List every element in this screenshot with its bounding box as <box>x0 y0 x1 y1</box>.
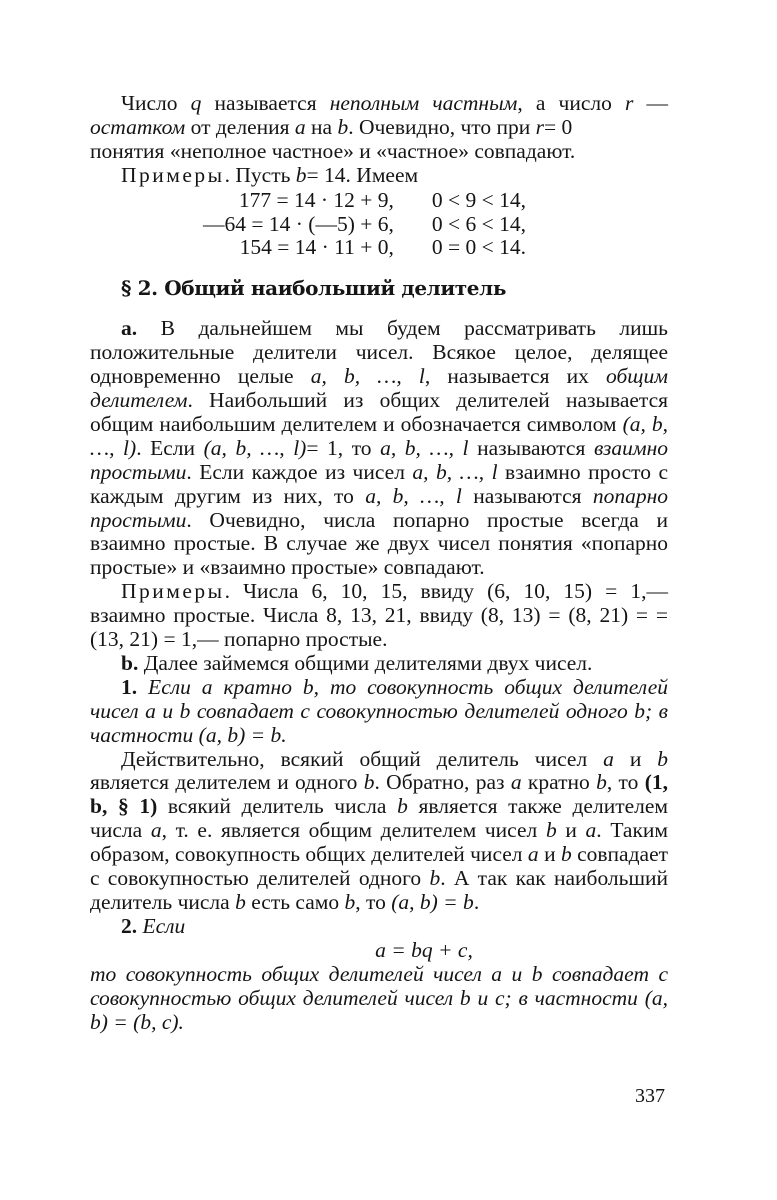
cross-reference: (1, b, § 1) <box>90 770 669 819</box>
math-expression: a, b, …, l <box>365 483 462 508</box>
math-variable: a <box>294 114 306 139</box>
math-variable: b <box>560 842 572 867</box>
text-run: , называется их <box>424 364 589 389</box>
math-variable: b <box>545 818 557 843</box>
theorem-2-formula <box>90 939 668 963</box>
paragraph-intro <box>90 92 668 164</box>
text-run: Число <box>121 91 178 115</box>
text-run: и <box>629 746 642 771</box>
text-run: . Очевидно, что при <box>348 114 531 139</box>
text-run: от деления <box>190 114 290 139</box>
theorem-2-lead <box>90 915 668 939</box>
term-incomplete-quotient: неполным частным <box>329 91 518 115</box>
math-variable: a <box>510 770 522 795</box>
text-run: , то <box>606 770 639 795</box>
math-variable: r <box>535 114 545 139</box>
text-run: есть само <box>251 890 340 914</box>
equation-right: 0 = 0 < 14. <box>431 235 526 260</box>
examples-label: Примеры <box>121 579 225 604</box>
paragraph-example-1 <box>90 164 668 188</box>
math-variable: b <box>429 866 441 891</box>
math-variable: b <box>657 746 669 771</box>
math-variable: b <box>235 890 246 914</box>
text-run: . Очевидно, числа попарно простые всегда и взаимно простые. В случае же двух чисел понятия «попарно простые» и «взаимно простые» совпадают. <box>90 507 668 580</box>
paragraph-tag: b. <box>121 650 139 675</box>
page-number: 337 <box>635 1085 665 1107</box>
text-run: , т. е. является общим делителем чисел <box>161 818 538 843</box>
math-variable: b <box>337 114 349 139</box>
text-run: Действительно, всякий общий делитель чисел <box>121 746 588 771</box>
math-variable: b <box>596 770 607 795</box>
theorem-1 <box>90 676 668 748</box>
math-variable: b <box>363 770 375 795</box>
text-run: является делителем и одного <box>90 770 358 795</box>
paragraph-b <box>90 652 668 676</box>
text-run: . Таким образом, совокупность общих делителей чисел <box>90 818 669 867</box>
math-expression: a, b, …, l <box>412 459 498 484</box>
text-run: , то <box>355 890 386 914</box>
term-remainder: остатком <box>90 114 186 139</box>
equation-left: 177 = 14 · 12 + 9, <box>238 187 394 212</box>
text-run: — <box>633 91 669 115</box>
text-run: . Обратно, раз <box>374 770 505 795</box>
section-heading: § 2. Общий наибольший делитель <box>121 276 506 301</box>
math-expression: (a, b, …, l) <box>90 411 668 460</box>
equations-table <box>203 189 526 261</box>
text-run: и <box>565 818 577 843</box>
text-run: . Пусть <box>224 162 291 187</box>
text-run: называются <box>473 483 582 508</box>
text-run: , а число <box>517 91 612 115</box>
term-common-divisor: общим делителем <box>90 364 669 412</box>
page-text <box>90 92 668 1034</box>
math-variable: r <box>625 91 634 115</box>
math-expression: a, b, …, l <box>310 364 425 389</box>
math-variable: b <box>397 794 408 819</box>
math-expression: a, b, …, l <box>380 435 469 460</box>
math-variable: b <box>344 890 356 914</box>
theorem-number: 1. <box>121 674 138 699</box>
paragraph-tag: a. <box>121 316 138 341</box>
math-variable: a <box>527 842 539 867</box>
paragraph-example-2 <box>90 580 668 652</box>
text-run: является также делителем числа <box>90 794 669 843</box>
text-run: совпадает с совокупностью делителей одного <box>90 842 669 891</box>
text-run: и <box>544 842 556 867</box>
equation-row <box>203 189 526 213</box>
theorem-text: Если <box>142 913 186 938</box>
equation-right: 0 < 9 < 14, <box>431 187 526 212</box>
term-coprime: взаимно простыми <box>90 435 669 484</box>
text-run: понятия «неполное частное» и «частное» совпадают. <box>90 138 576 163</box>
equation-left: 154 = 14 · 11 + 0, <box>239 235 394 260</box>
text-run: = 14. Имеем <box>306 162 419 187</box>
math-expression: (a, b, …, l) <box>203 435 307 460</box>
text-run: . <box>473 890 480 914</box>
math-variable: a <box>585 818 597 843</box>
term-pairwise-coprime: попарно простыми <box>90 483 669 532</box>
math-expression: (a, b) = b <box>391 890 474 914</box>
text-run: называется <box>214 91 317 115</box>
text-run: взаимно просто с каждым другим из них, то <box>90 459 669 508</box>
paragraph-proof <box>90 748 668 915</box>
theorem-text: Если a кратно b, то совокупность общих делителей чисел a и b совпадает с совокупностью делителей одного b; в частности (a, b) = b. <box>90 674 668 747</box>
theorem-2-text <box>90 963 668 1035</box>
math-variable: q <box>190 91 202 115</box>
paragraph-a <box>90 317 668 580</box>
equation-left: —64 = 14 · (—5) + 6, <box>203 211 394 236</box>
text-run: всякий делитель числа <box>167 794 387 819</box>
math-expression: a = bq + c, <box>375 937 473 962</box>
text-run: = 1, то <box>306 435 372 460</box>
text-run: Далее займемся общими делителями двух чисел. <box>138 650 593 675</box>
text-run: на <box>311 114 333 139</box>
text-run: называются <box>477 435 586 460</box>
text-run: . Наибольший из общих делителей называется общим наибольшим делителем и обозначается символом <box>90 387 668 436</box>
examples-label: Примеры <box>121 162 225 187</box>
text-run: . Если каждое из чисел <box>186 459 405 484</box>
text-run: . Числа 6, 10, 15, ввиду (6, 10, 15) = 1,— взаимно простые. Числа 8, 13, 21, ввиду (8, 13) = (8, 21) = = (13, 21) = 1,— попарно простые. <box>90 579 668 652</box>
theorem-number: 2. <box>121 913 138 938</box>
text-run: . А так как наибольший делитель числа <box>90 866 669 914</box>
text-run: . Если <box>136 435 196 460</box>
equation-right: 0 < 6 < 14, <box>431 211 526 236</box>
text-run: В дальнейшем мы будем рассматривать лишь положительные делители чисел. Всякое целое, делящее одновременно целые <box>90 316 668 389</box>
math-variable: a <box>150 818 162 843</box>
math-variable: b <box>295 162 307 187</box>
text-run: = 0 <box>544 114 573 139</box>
math-variable: a <box>603 746 614 771</box>
text-run: кратно <box>527 770 590 795</box>
equation-row <box>203 213 526 237</box>
equation-row <box>203 236 526 260</box>
theorem-text: то совокупность общих делителей чисел a и b совпадает с совокупностью общих делителей чисел b и c; в частности (a, b) = (b, c). <box>90 961 668 1034</box>
